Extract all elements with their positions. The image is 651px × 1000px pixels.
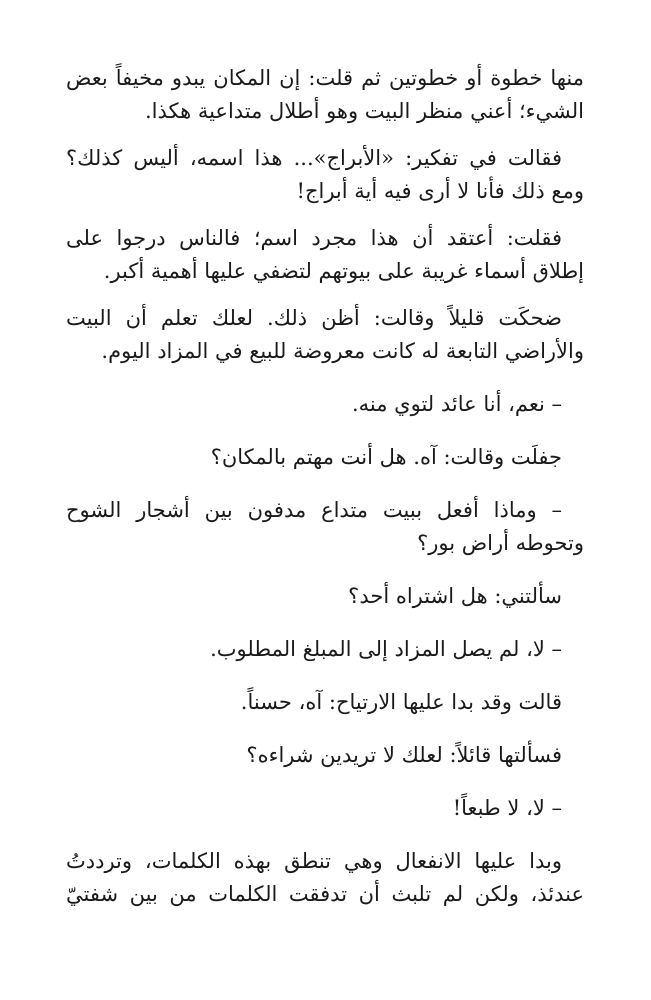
text-line: – وماذا أفعل ببيت متداع مدفون بين أشجار الشوح <box>66 498 562 522</box>
paragraph <box>66 845 584 911</box>
text-line: إطلاق أسماء غريبة على بيوتهم لتضفي عليها أهمية أكبر. <box>103 259 584 283</box>
text-line: سألتني: هل اشتراه أحد؟ <box>348 584 562 608</box>
text-line: ضحكَت قليلاً وقالت: أظن ذلك. لعلك تعلم أن البيت <box>66 306 562 330</box>
text-line: الشيء؛ أعني منظر البيت وهو أطلال متداعية هكذا. <box>144 99 584 123</box>
paragraph <box>66 142 584 208</box>
paragraph <box>66 302 584 368</box>
paragraph <box>66 686 584 719</box>
text-line: – لا، لا طبعاً! <box>452 796 562 820</box>
paragraph <box>66 494 584 560</box>
text-line: فقالت في تفكير: «الأبراج»... هذا اسمه، أليس كذلك؟ <box>66 146 562 170</box>
text-line: – نعم، أنا عائد لتوي منه. <box>351 392 562 416</box>
text-line: قالت وقد بدا عليها الارتياح: آه، حسناً. <box>240 690 562 714</box>
text-line: فسألتها قائلاً: لعلك لا تريدين شراءه؟ <box>246 743 562 767</box>
text-line: فقلت: أعتقد أن هذا مجرد اسم؛ فالناس درجوا على <box>66 226 562 250</box>
text-line: – لا، لم يصل المزاد إلى المبلغ المطلوب. <box>210 637 562 661</box>
paragraph <box>66 62 584 128</box>
text-line: جفلَت وقالت: آه. هل أنت مهتم بالمكان؟ <box>210 445 562 469</box>
paragraph <box>66 580 584 613</box>
text-line: وتحوطه أراض بور؟ <box>417 531 584 555</box>
paragraph <box>66 633 584 666</box>
paragraph <box>66 388 584 421</box>
text-line: منها خطوة أو خطوتين ثم قلت: إن المكان يبدو مخيفاً بعض <box>66 66 584 90</box>
text-line: وبدا عليها الانفعال وهي تنطق بهذه الكلمات، وترددتُ <box>66 849 562 873</box>
paragraph <box>66 739 584 772</box>
text-line: والأراضي التابعة له كانت معروضة للبيع في المزاد اليوم. <box>101 339 584 363</box>
book-page <box>66 62 584 982</box>
paragraph <box>66 222 584 288</box>
text-line: عندئذ، ولكن لم تلبث أن تدفقت الكلمات من بين شفتيّ <box>66 882 584 906</box>
paragraph <box>66 441 584 474</box>
text-line: ومع ذلك فأنا لا أرى فيه أية أبراج! <box>296 179 584 203</box>
paragraph <box>66 792 584 825</box>
